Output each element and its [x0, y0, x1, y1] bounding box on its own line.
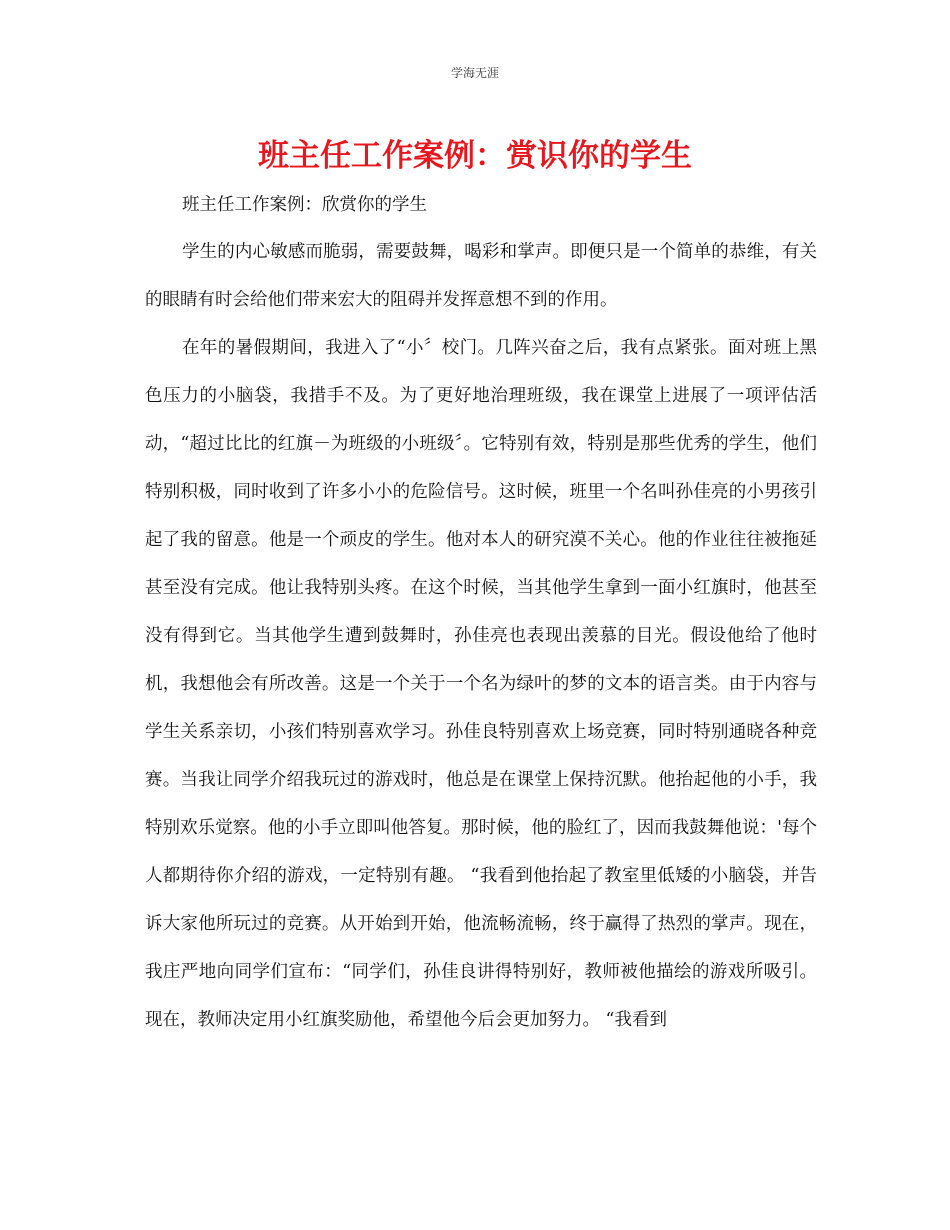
- body-paragraph-2: 在年的暑假期间，我进入了“小〞校门。几阵兴奋之后，我有点紧张。面对班上黑色压力的小脑袋，我措手不及。为了更好地治理班级，我在课堂上进展了一项评估活动，“超过比比的红旗－为班级的小班级〞。它特别有效，特别是那些优秀的学生，他们特别积极，同时收到了许多小小的危险信号。这时候，班里一个名叫孙佳亮的小男孩引起了我的留意。他是一个顽皮的学生。他对本人的研究漠不关心。他的作业往往被拖延甚至没有完成。他让我特别头疼。在这个时候，当其他学生拿到一面小红旗时，他甚至没有得到它。当其他学生遭到鼓舞时，孙佳亮也表现出羡慕的目光。假设他给了他时机，我想他会有所改善。这是一个关于一个名为绿叶的梦的文本的语言类。由于内容与学生关系亲切，小孩们特别喜欢学习。孙佳良特别喜欢上场竞赛，同时特别通晓各种竞赛。当我让同学介绍我玩过的游戏时，他总是在课堂上保持沉默。他抬起他的小手，我特别欢乐觉察。他的小手立即叫他答复。那时候，他的脸红了，因而我鼓舞他说：'每个人都期待你介绍的游戏，一定特别有趣。 “我看到他抬起了教室里低矮的小脑袋，并告诉大家他所玩过的竞赛。从开始到开始，他流畅流畅，终于赢得了热烈的掌声。现在，我庄严地向同学们宣布：“同学们，孙佳良讲得特别好，教师被他描绘的游戏所吸引。现在，教师决定用小红旗奖励他，希望他今后会更加努力。 “我看到: [145, 338, 817, 1030]
- document-title: 班主任工作案例：赏识你的学生: [258, 138, 692, 174]
- body-paragraph-1: 学生的内心敏感而脆弱，需要鼓舞，喝彩和掌声。即便只是一个简单的恭维，有关的眼睛有时会给他们带来宏大的阻碍并发挥意想不到的作用。: [145, 242, 817, 310]
- document-body: [145, 190, 817, 1044]
- page-header: 学海无涯: [450, 66, 499, 80]
- document-subtitle: 班主任工作案例：欣赏你的学生: [182, 195, 427, 215]
